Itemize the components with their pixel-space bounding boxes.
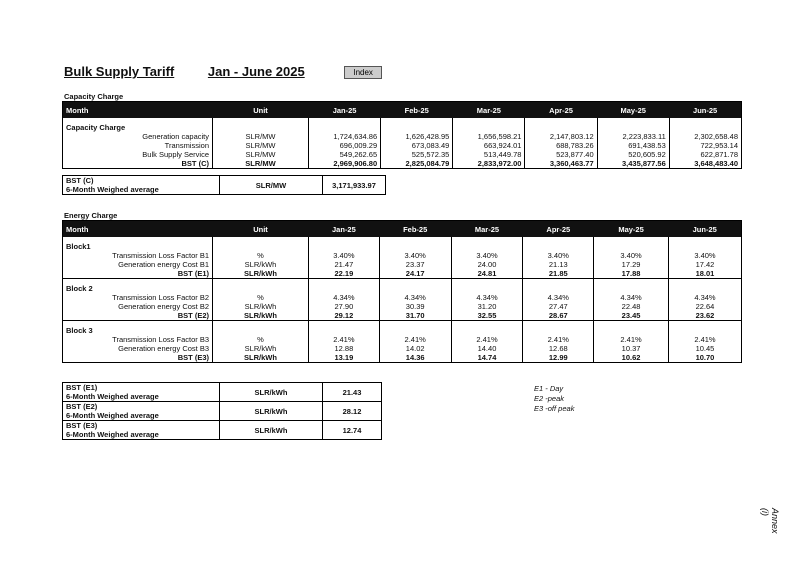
capacity-average-row bbox=[63, 176, 386, 195]
month-column-header: Feb-25 bbox=[381, 102, 453, 119]
spacer-cell bbox=[523, 279, 594, 294]
row-value: 10.45 bbox=[668, 344, 741, 353]
energy-legend bbox=[534, 384, 574, 414]
unit-header: Unit bbox=[213, 221, 309, 238]
row-label: Generation capacity bbox=[142, 132, 209, 141]
row-unit: % bbox=[213, 251, 309, 260]
spacer-cell bbox=[213, 118, 309, 132]
spacer-cell bbox=[669, 118, 741, 132]
row-unit: SLR/MW bbox=[213, 159, 309, 169]
energy-section-label: Energy Charge bbox=[64, 211, 118, 220]
month-column-header: Jan-25 bbox=[309, 221, 380, 238]
row-label: BST (E3) bbox=[63, 353, 213, 363]
row-label: Generation energy Cost B3 bbox=[118, 344, 209, 353]
row-value: 2,147,803.12 bbox=[525, 132, 597, 141]
row-value: 23.45 bbox=[594, 311, 669, 321]
capacity-average-table bbox=[62, 175, 386, 195]
row-value: 520,605.92 bbox=[597, 150, 669, 159]
row-value: 10.70 bbox=[668, 353, 741, 363]
spacer-cell bbox=[379, 237, 451, 251]
row-value: 14.40 bbox=[451, 344, 523, 353]
row-value: 24.81 bbox=[451, 269, 523, 279]
row-label: Transmission bbox=[164, 141, 209, 150]
row-value: 3.40% bbox=[451, 251, 523, 260]
capacity-section-label: Capacity Charge bbox=[64, 92, 124, 101]
row-value: 2.41% bbox=[451, 335, 523, 344]
index-button[interactable]: Index bbox=[344, 66, 382, 79]
month-column-header: Mar-25 bbox=[453, 102, 525, 119]
row-value: 3.40% bbox=[379, 251, 451, 260]
capacity-row bbox=[63, 150, 742, 159]
month-column-header: May-25 bbox=[594, 221, 669, 238]
row-value: 4.34% bbox=[451, 293, 523, 302]
spacer-cell bbox=[451, 279, 523, 294]
row-unit: % bbox=[213, 293, 309, 302]
group-label: Capacity Charge bbox=[66, 123, 126, 132]
average-unit: SLR/kWh bbox=[220, 383, 323, 402]
unit-header: Unit bbox=[213, 102, 309, 119]
row-value: 4.34% bbox=[594, 293, 669, 302]
spacer-cell bbox=[668, 237, 741, 251]
spacer-cell bbox=[309, 279, 380, 294]
row-value: 29.12 bbox=[309, 311, 380, 321]
row-value: 4.34% bbox=[379, 293, 451, 302]
row-value: 2.41% bbox=[523, 335, 594, 344]
row-value: 14.02 bbox=[379, 344, 451, 353]
row-label: Transmission Loss Factor B3 bbox=[112, 335, 209, 344]
row-value: 3.40% bbox=[523, 251, 594, 260]
average-line1: BST (E1) bbox=[66, 383, 98, 392]
row-value: 4.34% bbox=[523, 293, 594, 302]
row-value: 27.90 bbox=[309, 302, 380, 311]
row-value: 3.40% bbox=[594, 251, 669, 260]
row-value: 525,572.35 bbox=[381, 150, 453, 159]
energy-bst-row bbox=[63, 353, 742, 363]
average-value: 3,171,933.97 bbox=[323, 176, 386, 195]
row-value: 18.01 bbox=[668, 269, 741, 279]
month-column-header: Jun-25 bbox=[668, 221, 741, 238]
spacer-cell bbox=[309, 118, 381, 132]
average-value: 28.12 bbox=[323, 402, 382, 421]
row-value: 3,435,877.56 bbox=[597, 159, 669, 169]
row-value: 4.34% bbox=[668, 293, 741, 302]
row-value: 663,924.01 bbox=[453, 141, 525, 150]
energy-block-row bbox=[63, 237, 742, 251]
row-label: Transmission Loss Factor B2 bbox=[112, 293, 209, 302]
energy-average-row bbox=[63, 421, 382, 440]
row-value: 12.99 bbox=[523, 353, 594, 363]
energy-row bbox=[63, 260, 742, 269]
row-value: 12.68 bbox=[523, 344, 594, 353]
legend-item: E1 - Day bbox=[534, 384, 564, 393]
spacer-cell bbox=[381, 118, 453, 132]
energy-average-table bbox=[62, 382, 382, 440]
month-header: Month bbox=[63, 221, 213, 238]
spacer-cell bbox=[453, 118, 525, 132]
spacer-cell bbox=[379, 321, 451, 336]
capacity-table bbox=[62, 101, 742, 169]
spacer-cell bbox=[213, 321, 309, 336]
month-column-header: May-25 bbox=[597, 102, 669, 119]
energy-row bbox=[63, 302, 742, 311]
row-value: 23.37 bbox=[379, 260, 451, 269]
capacity-row bbox=[63, 132, 742, 141]
row-value: 17.88 bbox=[594, 269, 669, 279]
row-unit: % bbox=[213, 335, 309, 344]
spacer-cell bbox=[597, 118, 669, 132]
row-value: 4.34% bbox=[309, 293, 380, 302]
average-unit: SLR/kWh bbox=[220, 421, 323, 440]
row-value: 28.67 bbox=[523, 311, 594, 321]
average-unit: SLR/kWh bbox=[220, 402, 323, 421]
spacer-cell bbox=[594, 321, 669, 336]
energy-average-row bbox=[63, 383, 382, 402]
row-value: 2.41% bbox=[379, 335, 451, 344]
legend-item: E2 -peak bbox=[534, 394, 565, 403]
row-value: 2.41% bbox=[309, 335, 380, 344]
legend-item: E3 -off peak bbox=[534, 404, 575, 413]
average-line2: 6-Month Weighed average bbox=[66, 411, 159, 420]
tariff-title: Bulk Supply Tariff bbox=[64, 64, 175, 79]
row-value: 722,953.14 bbox=[669, 141, 741, 150]
average-line1: BST (C) bbox=[66, 176, 94, 185]
average-line2: 6-Month Weighed average bbox=[66, 185, 159, 194]
spacer-cell bbox=[379, 279, 451, 294]
spacer-cell bbox=[668, 321, 741, 336]
row-value: 10.62 bbox=[594, 353, 669, 363]
row-value: 12.88 bbox=[309, 344, 380, 353]
capacity-group-row bbox=[63, 118, 742, 132]
row-value: 691,438.53 bbox=[597, 141, 669, 150]
average-label bbox=[63, 421, 220, 440]
month-column-header: Apr-25 bbox=[525, 102, 597, 119]
capacity-header-row bbox=[63, 102, 742, 119]
row-unit: SLR/kWh bbox=[213, 302, 309, 311]
energy-row bbox=[63, 293, 742, 302]
energy-bst-row bbox=[63, 311, 742, 321]
average-line1: BST (E3) bbox=[66, 421, 98, 430]
row-value: 3,648,483.40 bbox=[669, 159, 741, 169]
row-value: 27.47 bbox=[523, 302, 594, 311]
average-line2: 6-Month Weighed average bbox=[66, 430, 159, 439]
row-value: 513,449.78 bbox=[453, 150, 525, 159]
spacer-cell bbox=[594, 279, 669, 294]
row-value: 1,724,634.86 bbox=[309, 132, 381, 141]
capacity-bst-row bbox=[63, 159, 742, 169]
row-unit: SLR/kWh bbox=[213, 269, 309, 279]
row-value: 1,656,598.21 bbox=[453, 132, 525, 141]
row-value: 688,783.26 bbox=[525, 141, 597, 150]
group-label: Block1 bbox=[66, 242, 91, 251]
spacer-cell bbox=[525, 118, 597, 132]
month-column-header: Jun-25 bbox=[669, 102, 741, 119]
row-value: 14.36 bbox=[379, 353, 451, 363]
month-column-header: Mar-25 bbox=[451, 221, 523, 238]
average-label bbox=[63, 402, 220, 421]
row-value: 2,302,658.48 bbox=[669, 132, 741, 141]
energy-block-row bbox=[63, 321, 742, 336]
row-value: 3,360,463.77 bbox=[525, 159, 597, 169]
annex-note: Annex (i) bbox=[760, 508, 780, 534]
row-value: 23.62 bbox=[668, 311, 741, 321]
average-line1: BST (E2) bbox=[66, 402, 98, 411]
energy-row bbox=[63, 251, 742, 260]
row-value: 523,877.40 bbox=[525, 150, 597, 159]
row-value: 22.64 bbox=[668, 302, 741, 311]
row-label: Transmission Loss Factor B1 bbox=[112, 251, 209, 260]
energy-row bbox=[63, 344, 742, 353]
average-unit: SLR/MW bbox=[220, 176, 323, 195]
month-column-header: Apr-25 bbox=[523, 221, 594, 238]
row-label: Generation energy Cost B2 bbox=[118, 302, 209, 311]
row-value: 696,009.29 bbox=[309, 141, 381, 150]
average-label bbox=[63, 176, 220, 195]
row-value: 31.20 bbox=[451, 302, 523, 311]
capacity-row bbox=[63, 141, 742, 150]
row-value: 10.37 bbox=[594, 344, 669, 353]
row-value: 24.00 bbox=[451, 260, 523, 269]
average-line2: 6-Month Weighed average bbox=[66, 392, 159, 401]
group-label: Block 3 bbox=[66, 326, 93, 335]
row-value: 22.19 bbox=[309, 269, 380, 279]
energy-table bbox=[62, 220, 742, 363]
row-value: 2.41% bbox=[668, 335, 741, 344]
spacer-cell bbox=[213, 237, 309, 251]
row-value: 1,626,428.95 bbox=[381, 132, 453, 141]
row-value: 2,969,906.80 bbox=[309, 159, 381, 169]
spacer-cell bbox=[309, 321, 380, 336]
average-value: 21.43 bbox=[323, 383, 382, 402]
period-title: Jan - June 2025 bbox=[207, 64, 305, 79]
row-value: 30.39 bbox=[379, 302, 451, 311]
row-value: 2,833,972.00 bbox=[453, 159, 525, 169]
row-unit: SLR/kWh bbox=[213, 260, 309, 269]
row-unit: SLR/MW bbox=[213, 150, 309, 159]
row-unit: SLR/MW bbox=[213, 141, 309, 150]
row-value: 17.29 bbox=[594, 260, 669, 269]
row-value: 2,223,833.11 bbox=[597, 132, 669, 141]
energy-average-row bbox=[63, 402, 382, 421]
energy-row bbox=[63, 335, 742, 344]
row-value: 2.41% bbox=[594, 335, 669, 344]
row-value: 3.40% bbox=[309, 251, 380, 260]
row-value: 21.47 bbox=[309, 260, 380, 269]
row-label: Generation energy Cost B1 bbox=[118, 260, 209, 269]
month-column-header: Feb-25 bbox=[379, 221, 451, 238]
spacer-cell bbox=[523, 237, 594, 251]
energy-block-row bbox=[63, 279, 742, 294]
row-label: Bulk Supply Service bbox=[142, 150, 209, 159]
row-value: 622,871.78 bbox=[669, 150, 741, 159]
energy-bst-row bbox=[63, 269, 742, 279]
row-label: BST (C) bbox=[63, 159, 213, 169]
row-value: 31.70 bbox=[379, 311, 451, 321]
month-column-header: Jan-25 bbox=[309, 102, 381, 119]
row-unit: SLR/kWh bbox=[213, 344, 309, 353]
row-value: 24.17 bbox=[379, 269, 451, 279]
spacer-cell bbox=[668, 279, 741, 294]
row-value: 14.74 bbox=[451, 353, 523, 363]
spacer-cell bbox=[451, 237, 523, 251]
energy-header-row bbox=[63, 221, 742, 238]
row-unit: SLR/kWh bbox=[213, 311, 309, 321]
row-value: 673,083.49 bbox=[381, 141, 453, 150]
group-label: Block 2 bbox=[66, 284, 93, 293]
spacer-cell bbox=[523, 321, 594, 336]
row-value: 21.13 bbox=[523, 260, 594, 269]
row-label: BST (E2) bbox=[63, 311, 213, 321]
spacer-cell bbox=[451, 321, 523, 336]
row-value: 13.19 bbox=[309, 353, 380, 363]
row-label: BST (E1) bbox=[63, 269, 213, 279]
row-value: 22.48 bbox=[594, 302, 669, 311]
row-value: 3.40% bbox=[668, 251, 741, 260]
page-title bbox=[64, 64, 382, 79]
row-unit: SLR/MW bbox=[213, 132, 309, 141]
row-value: 549,262.65 bbox=[309, 150, 381, 159]
average-value: 12.74 bbox=[323, 421, 382, 440]
average-label bbox=[63, 383, 220, 402]
row-value: 17.42 bbox=[668, 260, 741, 269]
row-value: 2,825,084.79 bbox=[381, 159, 453, 169]
row-unit: SLR/kWh bbox=[213, 353, 309, 363]
row-value: 32.55 bbox=[451, 311, 523, 321]
month-header: Month bbox=[63, 102, 213, 119]
spacer-cell bbox=[594, 237, 669, 251]
spacer-cell bbox=[213, 279, 309, 294]
spacer-cell bbox=[309, 237, 380, 251]
row-value: 21.85 bbox=[523, 269, 594, 279]
